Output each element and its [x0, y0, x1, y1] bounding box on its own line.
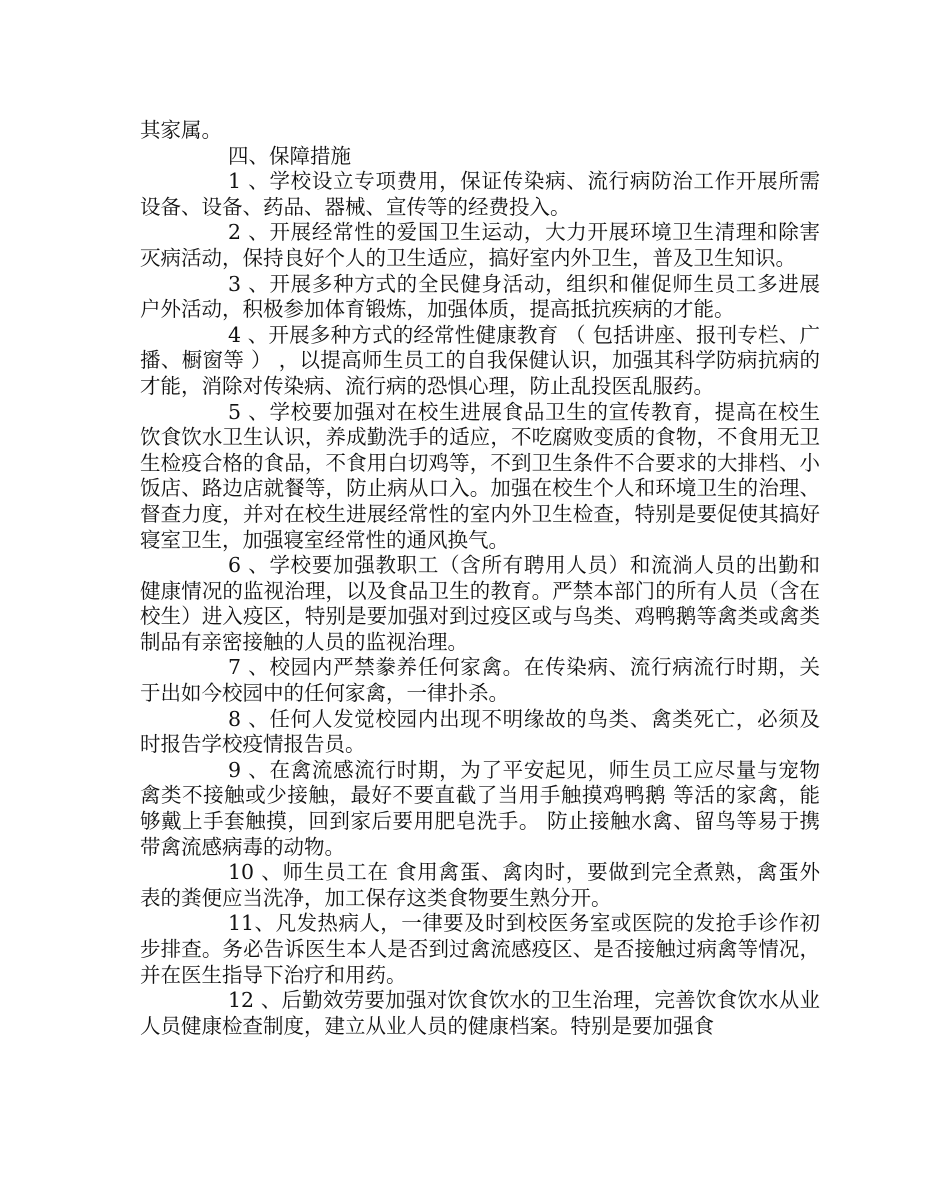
- paragraph-item-10: 10 、师生员工在 食用禽蛋、禽肉时，要做到完全煮熟，禽蛋外表的粪便应当洗净，加工保存这类食物要生熟分开。: [140, 860, 820, 910]
- paragraph-continuation: 其家属。: [140, 118, 222, 142]
- paragraph-item-4: 4 、开展多种方式的经常性健康教育 （ 包括讲座、报刊专栏、广播、橱窗等 ） ，以提高师生员工的自我保健认识，加强其科学防病抗病的才能，消除对传染病、流行病的恐惧心理，防止乱投医乱服药。: [140, 322, 820, 398]
- paragraph-item-7: 7 、校园内严禁豢养任何家禽。在传染病、流行病流行时期，关于出如今校园中的任何家禽，一律扑杀。: [140, 655, 820, 706]
- paragraph-item-9: 9 、在禽流感流行时期，为了平安起见，师生员工应尽量与宠物禽类不接触或少接触，最好不要直截了当用手触摸鸡鸭鹅 等活的家禽，能够戴上手套触摸，回到家后要用肥皂洗手。 防止接触水禽、留鸟等易于携带禽流感病毒的动物。: [140, 757, 820, 859]
- paragraph-item-5: 5 、学校要加强对在校生进展食品卫生的宣传教育，提高在校生饮食饮水卫生认识，养成勤洗手的适应，不吃腐败变质的食物，不食用无卫生检疫合格的食品，不食用白切鸡等，不到卫生条件不合要求的大排档、小饭店、路边店就餐等，防止病从口入。加强在校生个人和环境卫生的治理、督查力度，并对在校生进展经常性的室内外卫生检查，特别是要促使其搞好寝室卫生，加强寝室经常性的通风换气。: [140, 399, 820, 552]
- paragraph-item-8: 8 、任何人发觉校园内出现不明缘故的鸟类、禽类死亡，必须及时报告学校疫情报告员。: [140, 706, 820, 757]
- paragraph-item-1: 1 、学校设立专项费用，保证传染病、流行病防治工作开展所需设备、设备、药品、器械、宣传等的经费投入。: [140, 169, 820, 219]
- paragraph-item-3: 3 、开展多种方式的全民健身活动，组织和催促师生员工多进展户外活动，积极参加体育锻炼，加强体质，提高抵抗疾病的才能。: [140, 271, 820, 322]
- paragraph-item-11: 11、凡发热病人，一律要及时到校医务室或医院的发抢手诊作初步排查。务必告诉医生本人是否到过禽流感疫区、是否接触过病禽等情况，并在医生指导下治疗和用药。: [140, 911, 820, 987]
- paragraph-item-6: 6 、学校要加强教职工（含所有聘用人员）和流淌人员的出勤和健康情况的监视治理，以及食品卫生的教育。严禁本部门的所有人员（含在校生）进入疫区，特别是要加强对到过疫区或与鸟类、鸡鸭鹅等禽类或禽类制品有亲密接触的人员的监视治理。: [140, 553, 820, 654]
- section-heading: 四、保障措施: [228, 143, 351, 168]
- document-body: [140, 118, 820, 1039]
- paragraph-item-12: 12 、后勤效劳要加强对饮食饮水的卫生治理，完善饮食饮水从业人员健康检查制度，建立从业人员的健康档案。特别是要加强食: [140, 988, 820, 1038]
- paragraph-item-2: 2 、开展经常性的爱国卫生运动，大力开展环境卫生清理和除害灭病活动，保持良好个人的卫生适应，搞好室内外卫生，普及卫生知识。: [140, 220, 820, 270]
